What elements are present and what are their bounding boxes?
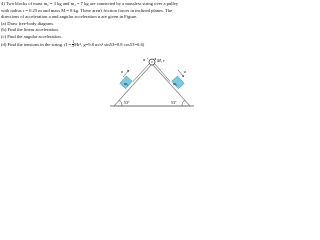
block-m2-label: m₂ bbox=[173, 81, 178, 86]
inertia-lhs: I = bbox=[65, 41, 73, 47]
problem-text bbox=[1, 1, 199, 49]
given-constants: , g=9.8 m/s² sin53=0.8 cos53=0.6) bbox=[81, 41, 145, 47]
problem-line-1: 4) Two blocks of mass m₁ = 3 kg and m₂ = 7 kg are connected by a massless string over a pulley bbox=[1, 1, 179, 6]
part-d bbox=[1, 41, 199, 49]
fraction-denominator: 2 bbox=[72, 44, 75, 49]
block-m1-label: m₁ bbox=[124, 81, 129, 86]
accel-left-label: a bbox=[121, 69, 123, 74]
problem-line-3: directions of acceleration a and angular acceleration α are given in Figure. bbox=[1, 14, 138, 20]
pulley-label: M, r bbox=[157, 58, 165, 63]
problem-line-2: with radius r = 0.25 m and mass M = 8 kg. There aren't friction forces in inclined planes. The bbox=[1, 7, 173, 13]
incline-pulley-figure bbox=[108, 58, 198, 108]
fraction-numerator: 1 bbox=[72, 39, 75, 44]
part-d-lead: (d) Find the tensions in the string. ( bbox=[1, 41, 66, 47]
inertia-rhs: Mr² bbox=[74, 41, 82, 47]
part-a: (a) Draw free-body diagram. bbox=[1, 20, 54, 26]
part-c: (c) Find the angular acceleration. bbox=[1, 33, 62, 39]
angle-left-label: 53° bbox=[124, 100, 130, 105]
alpha-label: α bbox=[143, 58, 146, 62]
pulley-axle bbox=[151, 61, 152, 62]
angle-right-label: 53° bbox=[171, 100, 177, 105]
part-b: (b) Find the linear acceleration. bbox=[1, 27, 59, 33]
accel-right-label: a bbox=[184, 69, 186, 74]
